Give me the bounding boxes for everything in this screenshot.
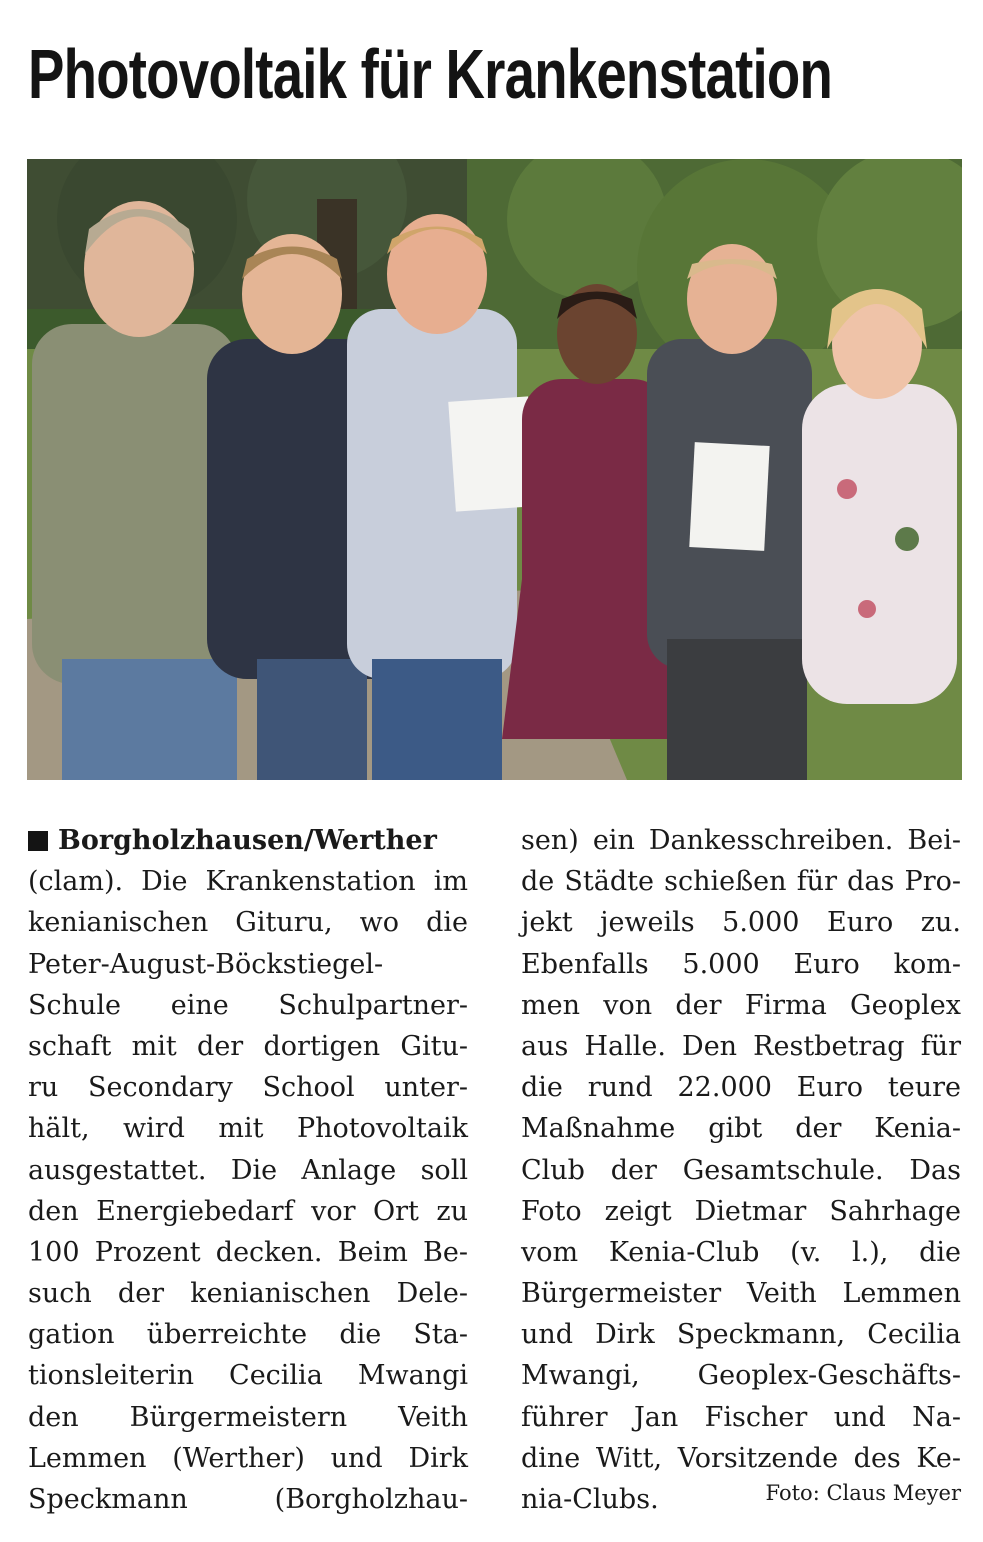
left-column-line: den Energiebedarf vor Ort zu [28, 1195, 468, 1227]
right-column-line: Foto zeigt Dietmar Sahrhage [521, 1195, 961, 1227]
left-column-line: Peter-August-Böckstiegel- [28, 948, 384, 980]
photo-credit: Foto: Claus Meyer [765, 1480, 961, 1505]
left-column-line: ausgestattet. Die Anlage soll [28, 1154, 468, 1186]
right-column-line: vom Kenia-Club (v. l.), die [521, 1236, 961, 1268]
left-column-line: hält, wird mit Photovoltaik [28, 1113, 468, 1145]
final-line-text: nia-Clubs. [521, 1484, 659, 1515]
right-column-line: jekt jeweils 5.000 Euro zu. [521, 907, 961, 939]
right-column-line: führer Jan Fischer und Na- [521, 1401, 961, 1433]
left-column-line: Schule eine Schulpartner- [28, 989, 468, 1021]
right-column-line: Ebenfalls 5.000 Euro kom- [521, 948, 961, 980]
right-column-line: Mwangi, Geoplex-Geschäfts- [521, 1360, 961, 1392]
left-column-line: Speckmann (Borgholzhau- [28, 1484, 468, 1515]
right-column-line: Club der Gesamtschule. Das [521, 1154, 961, 1186]
dateline-text: Borgholzhausen/Werther [58, 825, 437, 856]
left-column-line: Lemmen (Werther) und Dirk [28, 1442, 468, 1474]
left-column-line: 100 Prozent decken. Beim Be- [28, 1236, 468, 1268]
article-photo [27, 159, 962, 780]
headline: Photovoltaik für Krankenstation [28, 35, 833, 113]
left-column-line: gation überreichte die Sta- [28, 1319, 468, 1351]
right-column-line: men von der Firma Geoplex [521, 989, 961, 1021]
dateline-square-icon [28, 831, 48, 851]
left-column-line: den Bürgermeistern Veith [28, 1401, 468, 1433]
left-column-line: (clam). Die Krankenstation im [28, 866, 468, 898]
left-column-line: kenianischen Gituru, wo die [28, 907, 468, 939]
right-column-line: de Städte schießen für das Pro- [521, 866, 961, 898]
dateline-line [28, 820, 468, 861]
left-column-line: tionsleiterin Cecilia Mwangi [28, 1360, 468, 1392]
right-column-line: Bürgermeister Veith Lemmen [521, 1278, 961, 1310]
right-column-line: aus Halle. Den Restbetrag für [521, 1030, 961, 1062]
left-column-line: ru Secondary School unter- [28, 1072, 468, 1104]
right-column-line: dine Witt, Vorsitzende des Ke- [521, 1442, 961, 1474]
group-photo-illustration [27, 159, 962, 780]
right-column-line: und Dirk Speckmann, Cecilia [521, 1319, 961, 1351]
right-column-line: Maßnahme gibt der Kenia- [521, 1113, 961, 1145]
right-column-line: die rund 22.000 Euro teure [521, 1072, 961, 1104]
left-column-line: schaft mit der dortigen Gitu- [28, 1030, 468, 1062]
left-column-line: such der kenianischen Dele- [28, 1278, 468, 1310]
final-line [521, 1479, 961, 1520]
article-column-left [28, 820, 468, 1520]
article-column-right [521, 820, 961, 1520]
dateline [28, 820, 437, 861]
right-column-line: sen) ein Dankesschreiben. Bei- [521, 825, 961, 856]
